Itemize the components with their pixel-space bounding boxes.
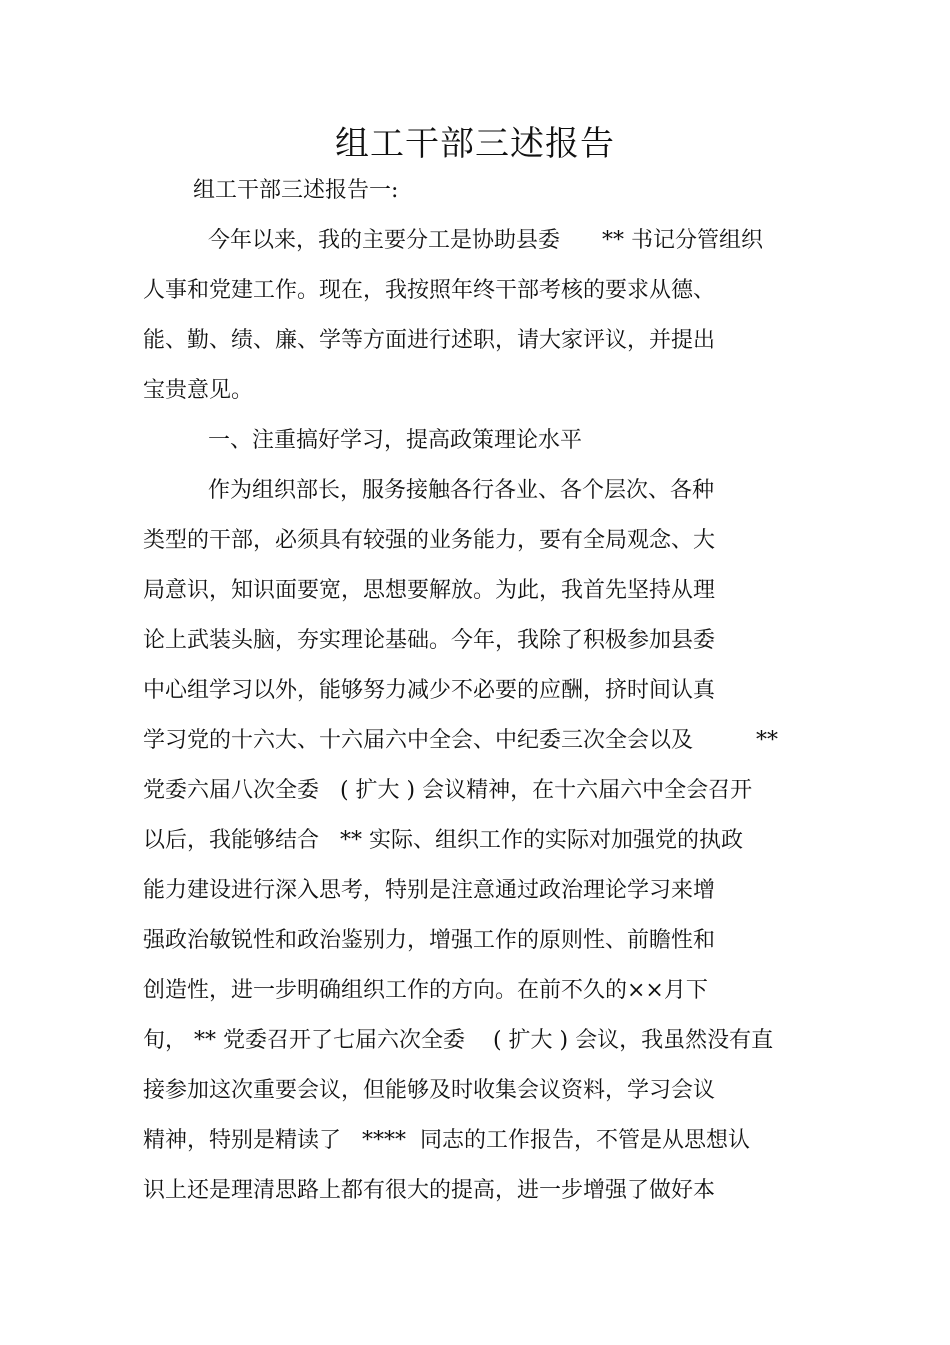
paragraph-line: 作为组织部长，服务接触各行各业、各个层次、各种 bbox=[208, 478, 715, 503]
paragraph-line: 能、勤、绩、廉、学等方面进行述职，请大家评议，并提出 bbox=[143, 328, 716, 353]
paragraph-line: 旬， ** 党委召开了七届六次全委 ( 扩大 ) 会议，我虽然没有直 bbox=[143, 1028, 774, 1053]
paragraph-line: 党委六届八次全委 ( 扩大 ) 会议精神，在十六届六中全会召开 bbox=[143, 778, 753, 803]
paragraph-line: 能力建设进行深入思考，特别是注意通过政治理论学习来增 bbox=[143, 878, 716, 903]
page-title: 组工干部三述报告 bbox=[335, 124, 615, 164]
paragraph-line: 类型的干部，必须具有较强的业务能力，要有全局观念、大 bbox=[143, 528, 716, 553]
section-heading: 组工干部三述报告一: bbox=[193, 178, 399, 203]
paragraph-line: 中心组学习以外，能够努力减少不必要的应酬，挤时间认真 bbox=[143, 678, 716, 703]
paragraph-line: 宝贵意见。 bbox=[143, 378, 254, 403]
section-heading: 一、注重搞好学习，提高政策理论水平 bbox=[208, 428, 583, 453]
paragraph-line: 学习党的十六大、十六届六中全会、中纪委三次全会以及 ** bbox=[143, 728, 778, 753]
paragraph-line: 强政治敏锐性和政治鉴别力，增强工作的原则性、前瞻性和 bbox=[143, 928, 716, 953]
paragraph-line: 精神，特别是精读了 **** 同志的工作报告，不管是从思想认 bbox=[143, 1128, 750, 1153]
paragraph-line: 接参加这次重要会议，但能够及时收集会议资料，学习会议 bbox=[143, 1078, 716, 1103]
paragraph-line: 人事和党建工作。现在，我按照年终干部考核的要求从德、 bbox=[143, 278, 716, 303]
paragraph-line: 局意识，知识面要宽，思想要解放。为此，我首先坚持从理 bbox=[143, 578, 716, 603]
paragraph-line: 创造性，进一步明确组织工作的方向。在前不久的××月下 bbox=[143, 978, 708, 1003]
paragraph-line: 识上还是理清思路上都有很大的提高，进一步增强了做好本 bbox=[143, 1178, 716, 1203]
paragraph-line: 论上武装头脑，夯实理论基础。今年，我除了积极参加县委 bbox=[143, 628, 716, 653]
paragraph-line: 以后，我能够结合 ** 实际、组织工作的实际对加强党的执政 bbox=[143, 828, 743, 853]
paragraph-line: 今年以来，我的主要分工是协助县委 ** 书记分管组织 bbox=[208, 228, 763, 253]
